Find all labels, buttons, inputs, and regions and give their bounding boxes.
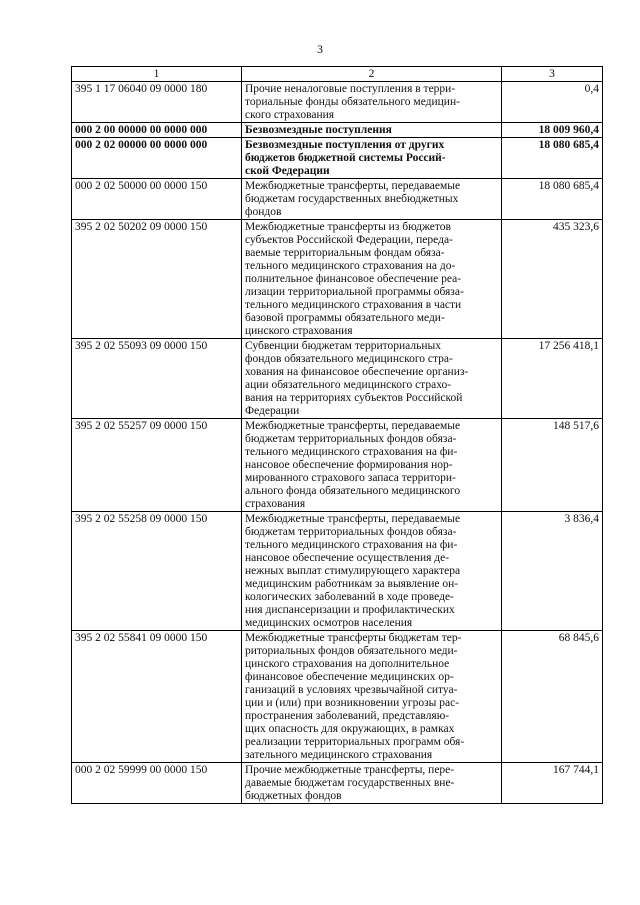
description-cell: Межбюджетные трансферты, передаваемые бюджетам государственных внебюджетных фондов (242, 179, 502, 220)
description-cell: Межбюджетные трансферты из бюджетов субъектов Российской Федерации, переда- ваемые территориальным фондам обяза- тельного медицинского страхования на до- полнительное финансовое обеспечение реа- лизации территориальной программы обяза- тельного медицинского страхования в части базовой программы обязательного меди- цинского страхования (242, 220, 502, 339)
description-cell: Прочие межбюджетные трансферты, пере- даваемые бюджетам государственных вне- бюджетных фондов (242, 763, 502, 804)
table-row (72, 220, 603, 339)
table-row (72, 82, 603, 123)
budget-code-cell: 395 2 02 55257 09 0000 150 (72, 419, 242, 512)
description-cell: Безвозмездные поступления (242, 123, 502, 138)
amount-cell: 167 744,1 (502, 763, 603, 804)
budget-code-cell: 395 1 17 06040 09 0000 180 (72, 82, 242, 123)
header-col-1: 1 (72, 67, 242, 82)
header-col-2: 2 (242, 67, 502, 82)
table-row (72, 123, 603, 138)
description-cell: Безвозмездные поступления от других бюджетов бюджетной системы Россий- ской Федерации (242, 138, 502, 179)
budget-code-cell: 395 2 02 55093 09 0000 150 (72, 339, 242, 419)
amount-cell: 68 845,6 (502, 631, 603, 763)
table-body (72, 82, 603, 804)
table-row (72, 631, 603, 763)
budget-code-cell: 395 2 02 55841 09 0000 150 (72, 631, 242, 763)
amount-cell: 18 009 960,4 (502, 123, 603, 138)
description-cell: Межбюджетные трансферты, передаваемые бюджетам территориальных фондов обяза- тельного медицинского страхования на фи- нансовое обеспечение осуществления де- нежных выплат стимулирующего характера медицинским работникам за выявление он- кологических заболеваний в ходе проведе- ния диспансеризации и профилактических медицинских осмотров населения (242, 512, 502, 631)
amount-cell: 435 323,6 (502, 220, 603, 339)
budget-code-cell: 000 2 00 00000 00 0000 000 (72, 123, 242, 138)
description-cell: Межбюджетные трансферты, передаваемые бюджетам территориальных фондов обяза- тельного медицинского страхования на фи- нансовое обеспечение формирования нор- мированного страхового запаса территори- ального фонда обязательного медицинского страхования (242, 419, 502, 512)
amount-cell: 18 080 685,4 (502, 138, 603, 179)
page-number: 3 (317, 42, 323, 56)
amount-cell: 17 256 418,1 (502, 339, 603, 419)
description-cell: Прочие неналоговые поступления в терри- ториальные фонды обязательного медицин- ского страхования (242, 82, 502, 123)
header-col-3: 3 (502, 67, 603, 82)
table-row (72, 179, 603, 220)
table-row (72, 419, 603, 512)
table-row (72, 339, 603, 419)
budget-code-cell: 000 2 02 59999 00 0000 150 (72, 763, 242, 804)
budget-revenue-table (71, 66, 603, 804)
amount-cell: 18 080 685,4 (502, 179, 603, 220)
amount-cell: 0,4 (502, 82, 603, 123)
budget-code-cell: 395 2 02 55258 09 0000 150 (72, 512, 242, 631)
budget-code-cell: 395 2 02 50202 09 0000 150 (72, 220, 242, 339)
amount-cell: 148 517,6 (502, 419, 603, 512)
header-row (72, 67, 603, 82)
description-cell: Субвенции бюджетам территориальных фондов обязательного медицинского стра- хования на финансовое обеспечение организ- ации обязательного медицинского страхо- вания на территориях субъектов Российской Федерации (242, 339, 502, 419)
amount-cell: 3 836,4 (502, 512, 603, 631)
description-cell: Межбюджетные трансферты бюджетам тер- риториальных фондов обязательного меди- цинского страхования на дополнительное финансовое обеспечение медицинских ор- ганизаций в условиях чрезвычайной ситуа- ции и (или) при возникновении угрозы рас- пространения заболеваний, представляю- щих опасность для окружающих, в рамках реализации территориальных программ обя- зательного медицинского страхования (242, 631, 502, 763)
budget-code-cell: 000 2 02 50000 00 0000 150 (72, 179, 242, 220)
budget-code-cell: 000 2 02 00000 00 0000 000 (72, 138, 242, 179)
table-row (72, 512, 603, 631)
table-row (72, 138, 603, 179)
table-row (72, 763, 603, 804)
